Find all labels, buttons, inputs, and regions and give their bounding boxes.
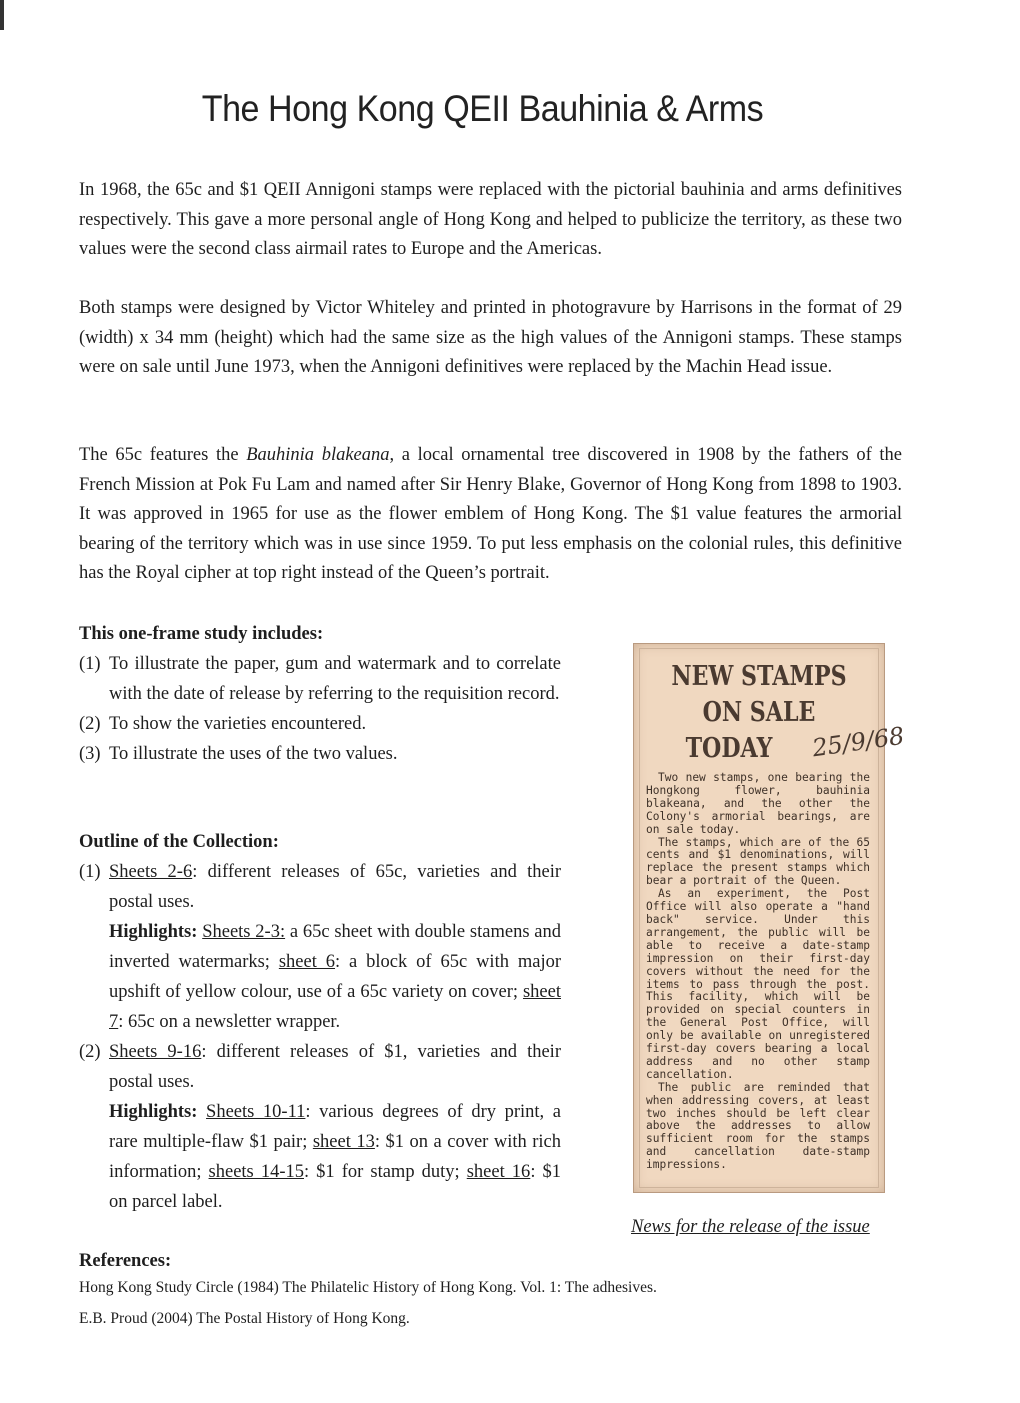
- reference-item-2: E.B. Proud (2004) The Postal History of Hong Kong.: [79, 1310, 410, 1327]
- study-item-text: To illustrate the paper, gum and watermark and to correlate with the date of release by referring to the requisition record.: [109, 654, 561, 704]
- highlight-text: : various degrees of dry print, a rare multiple-flaw $1 pair;: [109, 1102, 561, 1152]
- highlight-text: : a block of 65c with major upshift of yellow colour, use of a 65c variety on cover;: [109, 952, 562, 1002]
- highlight-text: : $1 on parcel label.: [109, 1162, 562, 1212]
- clipping-paragraph-1: Two new stamps, one bearing the Hongkong flower, bauhinia blakeana, and the other the Colony's armorial bearings, are on sale today.: [646, 771, 870, 836]
- clipping-headline-line-1: NEW STAMPS: [671, 661, 847, 692]
- intro-paragraph-1: In 1968, the 65c and $1 QEII Annigoni stamps were replaced with the pictorial bauhinia and arms definitives respectively. This gave a more personal angle of Hong Kong and helped to publicize the territory, as these two values were the second class airmail rates to Europe and the Americas.: [79, 180, 902, 259]
- outline-item-2: [79, 1037, 561, 1217]
- clipping-caption: News for the release of the issue: [631, 1217, 870, 1237]
- sheets-14-15-link[interactable]: sheets 14-15: [208, 1162, 304, 1182]
- study-item-text: To illustrate the uses of the two values.: [109, 744, 398, 764]
- highlight-text: : $1 for stamp duty;: [303, 1162, 467, 1182]
- sheets-2-3-link[interactable]: Sheets 2-3:: [202, 922, 286, 942]
- clipping-paragraph-2: The stamps, which are of the 65 cents and $1 denominations, will replace the present stamps which bear a portrait of the Queen.: [646, 835, 870, 888]
- sheet-7-link[interactable]: sheet 7: [109, 982, 561, 1032]
- intro-paragraph-3: [79, 441, 902, 589]
- highlights-65c: [109, 917, 561, 1037]
- outline-list: [79, 857, 561, 1217]
- study-item-1: [79, 649, 561, 709]
- highlight-text: : 65c on a newsletter wrapper.: [118, 1012, 341, 1032]
- references-heading: References:: [79, 1251, 172, 1271]
- p3-text-a: The 65c features the: [79, 445, 247, 465]
- outline-heading: Outline of the Collection:: [79, 832, 279, 852]
- intro-paragraph-2: Both stamps were designed by Victor Whiteley and printed in photogravure by Harrisons in the format of 29 (width) x 34 mm (height) which had the same size as the high values of the Annigoni stamps. These stamps were on sale until June 1973, when the Annigoni definitives were replaced by the Machin Head issue.: [79, 298, 902, 377]
- study-heading: This one-frame study includes:: [79, 624, 324, 644]
- clipping-paragraph-4: The public are reminded that when addressing covers, at least two inches should be left clear above the addresses to allow sufficient room for the stamps and cancellation date-stamp impressions.: [646, 1080, 870, 1172]
- outline-item-text: : different releases of $1, varieties and their postal uses.: [109, 1042, 561, 1092]
- p3-species-name: Bauhinia blakeana: [246, 445, 390, 465]
- study-item-2: [79, 709, 561, 739]
- highlights-1-dollar: [109, 1097, 561, 1217]
- reference-item-1: Hong Kong Study Circle (1984) The Philatelic History of Hong Kong. Vol. 1: The adhesives.: [79, 1279, 657, 1296]
- outline-item-number: (2): [79, 1042, 101, 1062]
- study-item-number: (2): [79, 714, 101, 734]
- sheet-6-link[interactable]: sheet 6: [278, 952, 336, 972]
- clipping-article: [646, 772, 870, 1172]
- sheets-2-6-link[interactable]: Sheets 2-6: [109, 862, 193, 882]
- highlight-text: a 65c sheet with double stamens and inverted watermarks;: [109, 922, 562, 972]
- page-edge-mark: [0, 0, 4, 30]
- clipping-headline-line-2: ON SALE: [702, 697, 816, 728]
- outline-item-1: [79, 857, 561, 1037]
- page-title: The Hong Kong QEII Bauhinia & Arms: [201, 88, 764, 129]
- highlights-label: Highlights:: [109, 922, 198, 942]
- study-item-3: [79, 739, 561, 769]
- outline-item-text: : different releases of 65c, varieties and their postal uses.: [109, 862, 561, 912]
- p3-text-b: , a local ornamental tree discovered in 1908 by the fathers of the French Mission at Pok Fu Lam and named after Sir Henry Blake, Governor of Hong Kong from 1898 to 1903. It was approved in 1965 for use as the flower emblem of Hong Kong. The $1 value features the armorial bearing of the territory which was in use since 1959. To put less emphasis on the colonial rules, this definitive has the Royal cipher at top right instead of the Queen’s portrait.: [79, 445, 902, 583]
- study-list: [79, 649, 561, 769]
- sheets-10-11-link[interactable]: Sheets 10-11: [206, 1102, 306, 1122]
- highlights-label: Highlights:: [109, 1102, 198, 1122]
- study-item-number: (1): [79, 654, 101, 674]
- sheet-13-link[interactable]: sheet 13: [312, 1132, 375, 1152]
- outline-item-number: (1): [79, 862, 101, 882]
- sheets-9-16-link[interactable]: Sheets 9-16: [109, 1042, 202, 1062]
- clipping-paragraph-3: As an experiment, the Post Office will also operate a "hand back" service. Under this arrangement, the public will be able to receive a date-stamp impression on their first-day covers without the need for the items to pass through the post. This facility, which will be provided on special counters in the General Post Office, will only be available on unregistered first-day covers bearing a local address and no other stamp cancellation.: [646, 887, 870, 1081]
- highlight-text: : $1 on a cover with rich information;: [109, 1132, 562, 1182]
- handwritten-date: 25/9/68: [810, 721, 907, 763]
- clipping-headline-line-3: TODAY: [685, 733, 773, 764]
- study-item-number: (3): [79, 744, 101, 764]
- sheet-16-link[interactable]: sheet 16: [466, 1162, 531, 1182]
- study-item-text: To show the varieties encountered.: [109, 714, 367, 734]
